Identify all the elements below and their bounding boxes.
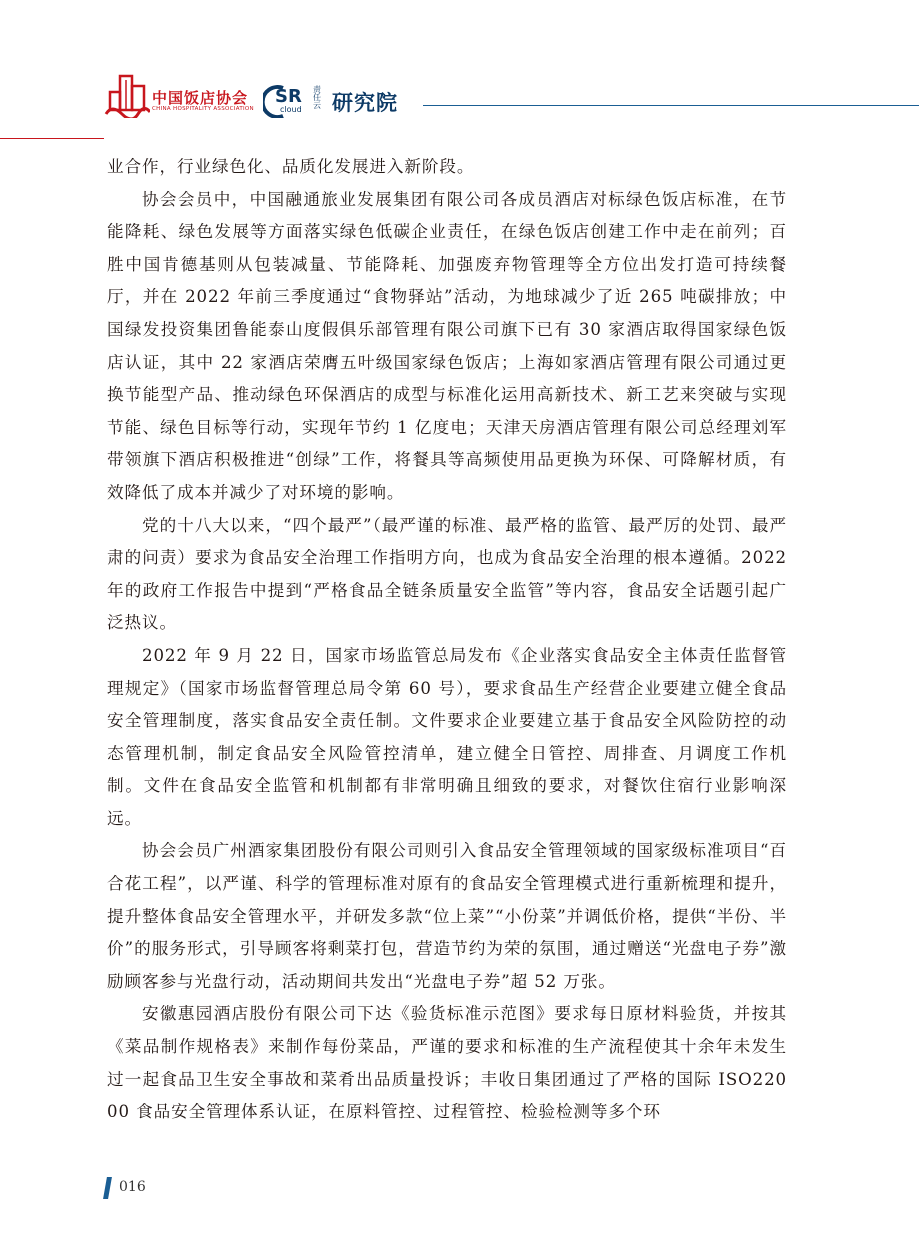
paragraph-1: 业合作，行业绿色化、品质化发展进入新阶段。 <box>107 157 475 176</box>
csr-logo-vertical-text: 责任云 <box>313 85 321 110</box>
institute-name: 研究院 <box>332 91 398 115</box>
paragraph-2: 协会会员中，中国融通旅业发展集团有限公司各成员酒店对标绿色饭店标准，在节能降耗、绿色发展等方面落实绿色低碳企业责任，在绿色饭店创建工作中走在前列；百胜中国肯德基则从包装减量、节能降耗、加强废弃物管理等全方位出发打造可持续餐厅，并在 2022 年前三季度通过“食物驿站”活动，为地球减少了近 265 吨碳排放；中国绿发投资集团鲁能泰山度假俱乐部管理有限公司旗下已有 30 家酒店取得国家绿色饭店认证，其中 22 家酒店荣膺五叶级国家绿色饭店；上海如家酒店管理有限公司通过更换节能型产品、推动绿色环保酒店的成型与标准化运用高新技术、新工艺来突破与实现节能、绿色目标等行动，实现年节约 1 亿度电；天津天房酒店管理有限公司总经理刘军带领旗下酒店积极推进“创绿”工作，将餐具等高频使用品更换为环保、可降解材质，有效降低了成本并减少了对环境的影响。 <box>107 189 787 502</box>
body-text <box>107 151 787 1129</box>
paragraph-3: 党的十八大以来，“四个最严”（最严谨的标准、最严格的监管、最严厉的处罚、最严肃的问责）要求为食品安全治理工作指明方向，也成为食品安全治理的根本遵循。2022 年的政府工作报告中提到“严格食品全链条质量安全监管”等内容，食品安全话题引起广泛热议。 <box>107 515 787 633</box>
cha-building-logo-icon <box>104 74 150 118</box>
header-rule-right <box>423 105 919 106</box>
page-header <box>0 0 919 140</box>
org-name-zh: 中国饭店协会 <box>152 89 249 107</box>
header-rule-left <box>0 138 104 139</box>
org-name-en: CHINA HOSPITALITY ASSOCIATION <box>152 106 254 112</box>
paragraph-6: 安徽惠园酒店股份有限公司下达《验货标准示范图》要求每日原材料验货，并按其《菜品制作规格表》来制作每份菜品，严谨的要求和标准的生产流程使其十余年未发生过一起食品卫生安全事故和菜肴出品质量投诉；丰收日集团通过了严格的国际 ISO22000 食品安全管理体系认证，在原料管控、过程管控、检验检测等多个环 <box>107 1004 787 1122</box>
csr-logo-text: SR <box>275 86 302 107</box>
paragraph-4: 2022 年 9 月 22 日，国家市场监管总局发布《企业落实食品安全主体责任监督管理规定》（国家市场监督管理总局令第 60 号），要求食品生产经营企业要建立健全食品安全管理制度，落实食品安全责任制。文件要求企业要建立基于食品安全风险防控的动态管理机制，制定食品安全风险管控清单，建立健全日管控、周排查、月调度工作机制。文件在食品安全监管和机制都有非常明确且细致的要求，对餐饮住宿行业影响深远。 <box>107 645 787 828</box>
paragraph-5: 协会会员广州酒家集团股份有限公司则引入食品安全管理领域的国家级标准项目“百合花工程”，以严谨、科学的管理标准对原有的食品安全管理模式进行重新梳理和提升，提升整体食品安全管理水平，并研发多款“位上菜”“小份菜”并调低价格，提供“半份、半价”的服务形式，引导顾客将剩菜打包，营造节约为荣的氛围，通过赠送“光盘电子券”激励顾客参与光盘行动，活动期间共发出“光盘电子券”超 52 万张。 <box>107 841 787 991</box>
page-number: 016 <box>119 1179 146 1195</box>
page-number-marker <box>103 1177 112 1199</box>
csr-logo-subtext: cloud <box>280 105 302 114</box>
